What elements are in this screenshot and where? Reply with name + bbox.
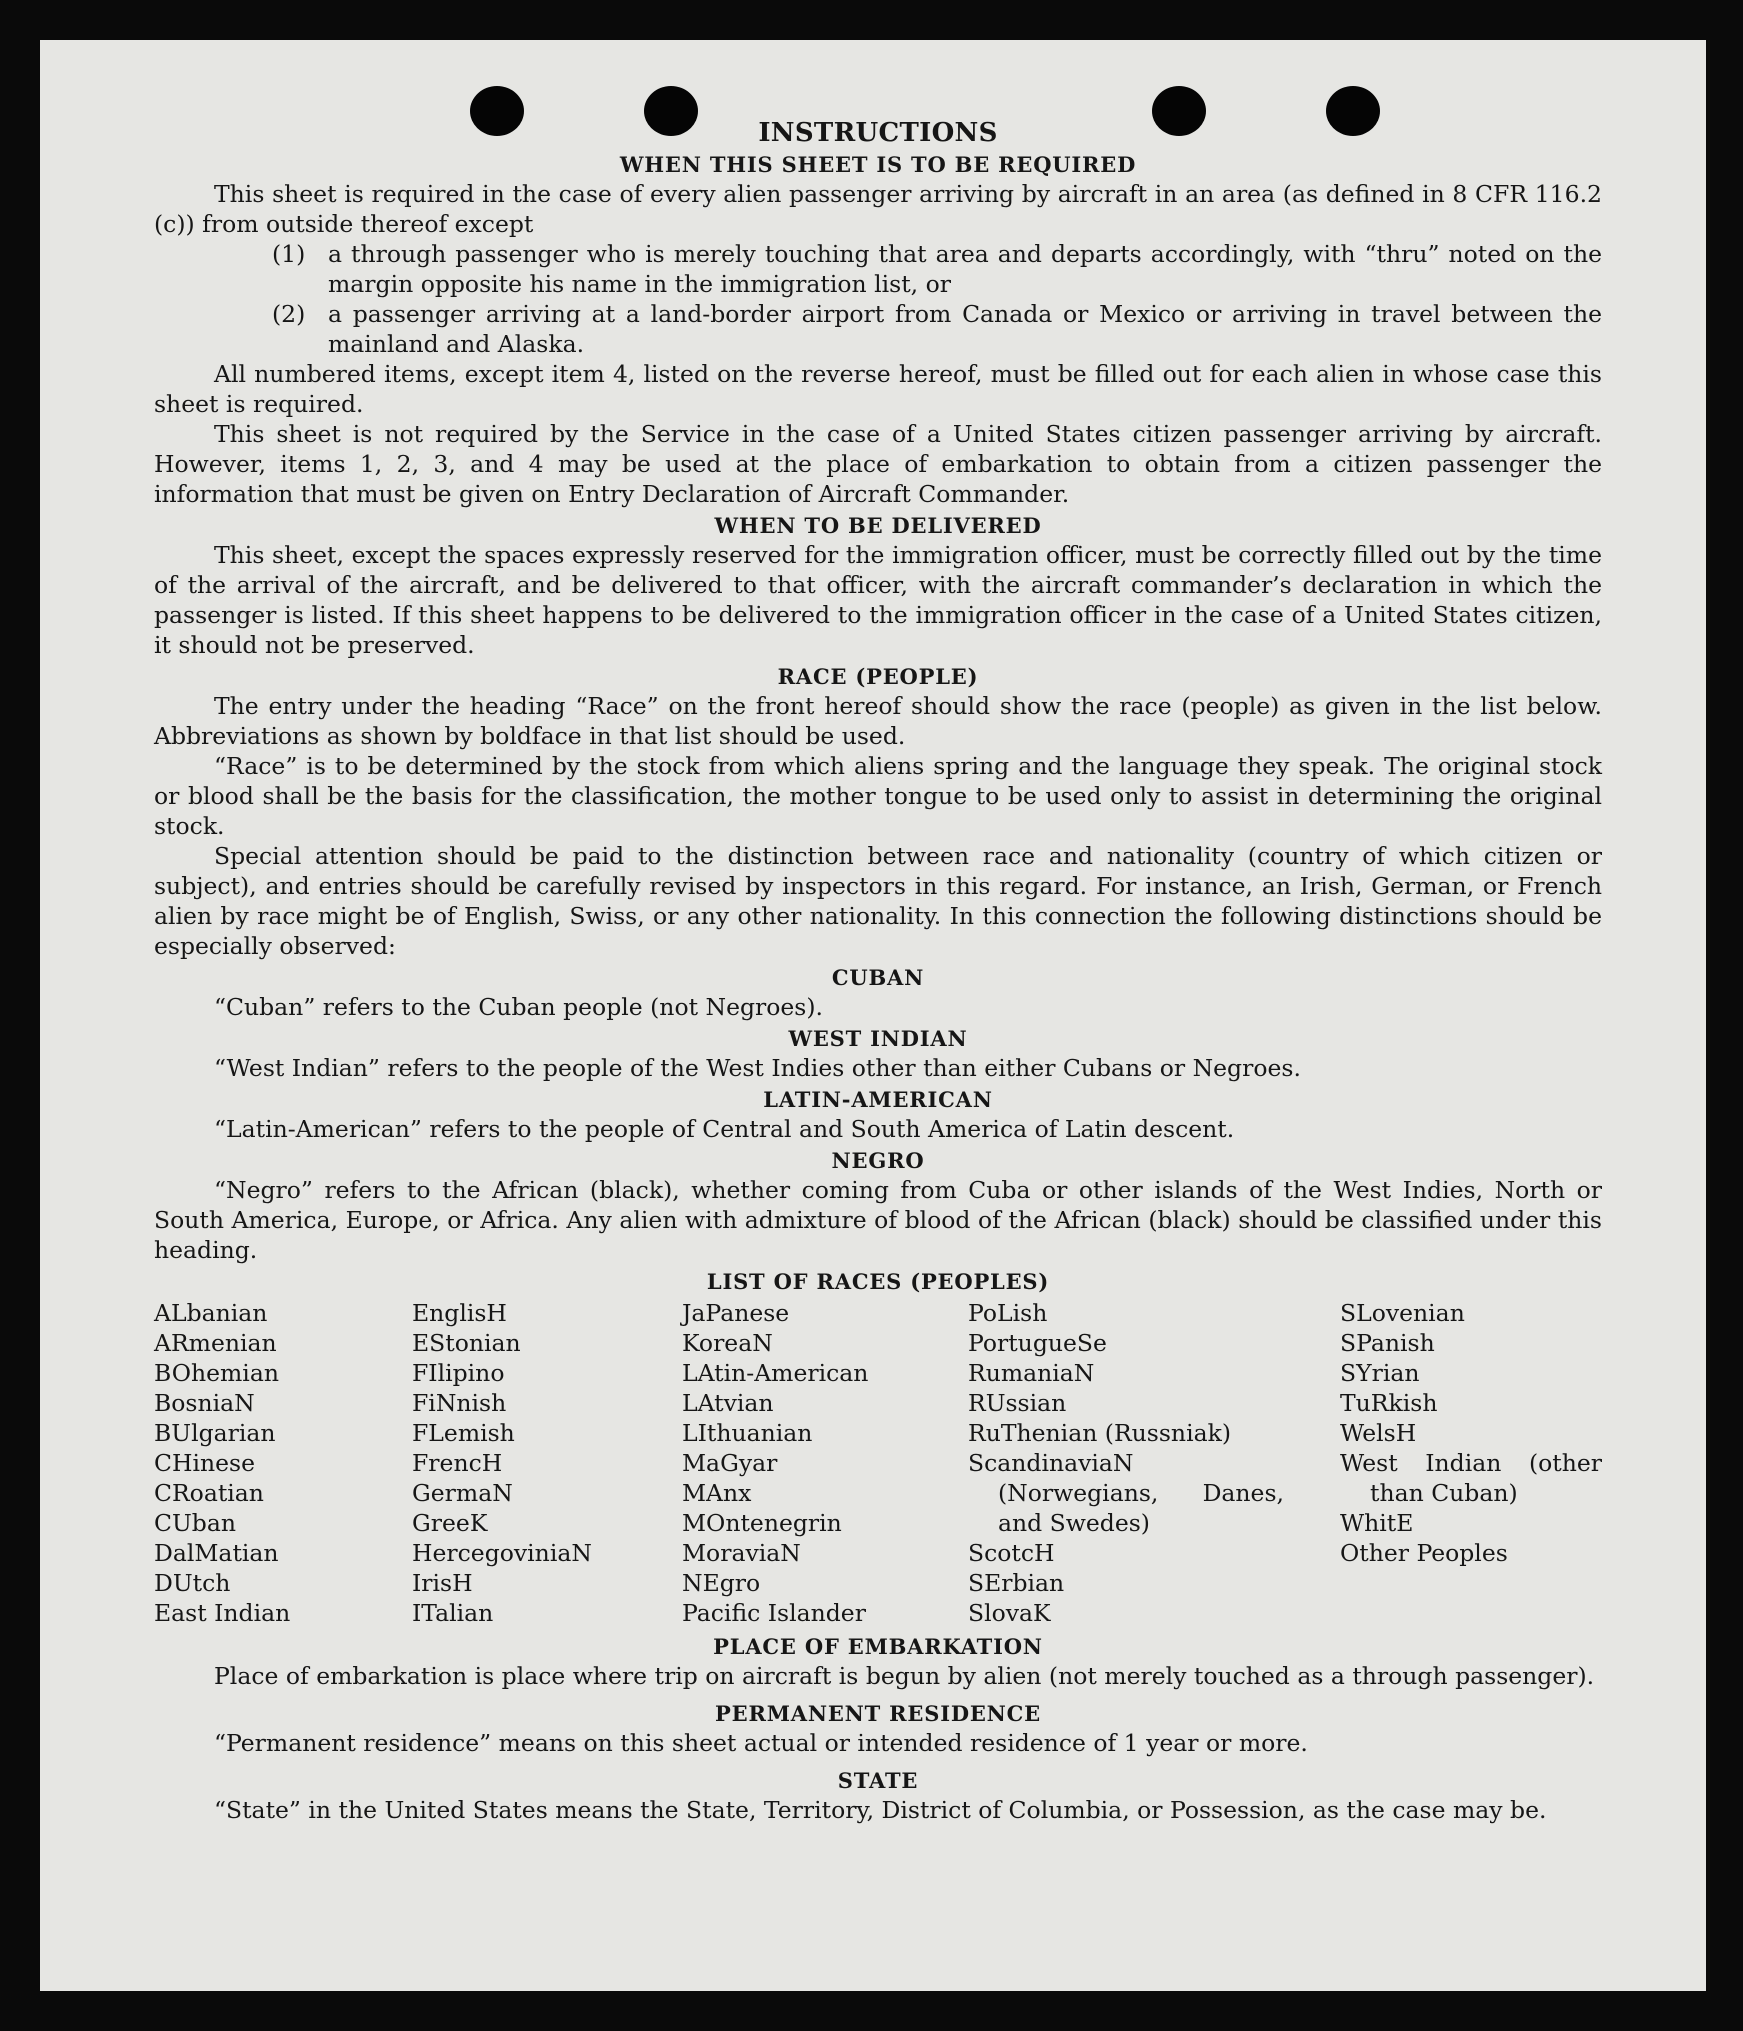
race-entry: SYrian (1340, 1359, 1420, 1387)
races-column (412, 1298, 682, 1628)
race-entry: ScotcH (968, 1539, 1055, 1567)
section-heading: PERMANENT RESIDENCE (715, 1701, 1041, 1726)
paragraph: “Latin-American” refers to the people of Central and South America of Latin descent. (214, 1115, 1235, 1143)
paragraph: Place of embarkation is place where trip on aircraft is begun by alien (not merely touched as a through passenger). (214, 1662, 1595, 1690)
paragraph: “West Indian” refers to the people of the West Indies other than either Cubans or Negroes. (214, 1054, 1301, 1082)
paragraph: This sheet is not required by the Service in the case of a United States citizen passenger arriving by aircraft. However, items 1, 2, 3, and 4 may be used at the place of embarkation to obtain from a citizen passenger the information that must be given on Entry Declaration of Aircraft Commander. (154, 420, 1602, 508)
section-heading: LATIN-AMERICAN (763, 1087, 993, 1112)
race-entry: SLovenian (1340, 1299, 1465, 1327)
race-entry: Other Peoples (1340, 1539, 1508, 1567)
section-heading: PLACE OF EMBARKATION (713, 1634, 1043, 1659)
races-list (154, 1298, 1602, 1628)
exception-number: (2) (272, 300, 306, 328)
race-entry: MAnx (682, 1479, 752, 1507)
race-entry: GermaN (412, 1479, 513, 1507)
paragraph: “Race” is to be determined by the stock from which aliens spring and the language they speak. The original stock or blood shall be the basis for the classification, the mother tongue to be used only to assist in determining the original stock. (154, 752, 1602, 840)
section-heading: WHEN TO BE DELIVERED (714, 513, 1042, 538)
paragraph: Special attention should be paid to the distinction between race and nationality (country of which citizen or subject), and entries should be carefully revised by inspectors in this regard. For instance, an Irish, German, or French alien by race might be of English, Swiss, or any other nationality. In this connection the following distinctions should be especially observed: (154, 842, 1602, 960)
paragraph: The entry under the heading “Race” on the front hereof should show the race (people) as given in the list below. Abbreviations as shown by boldface in that list should be used. (154, 692, 1602, 750)
race-entry: FIlipino (412, 1359, 505, 1387)
race-entry: EStonian (412, 1329, 521, 1357)
race-entry: HercegoviniaN (412, 1539, 592, 1567)
races-column (154, 1298, 412, 1628)
race-entry: BUlgarian (154, 1419, 276, 1447)
race-entry: RuThenian (Russniak) (968, 1419, 1231, 1447)
section-heading: RACE (PEOPLE) (777, 664, 979, 689)
race-entry: RUssian (968, 1389, 1067, 1417)
race-entry: East Indian (154, 1599, 291, 1627)
exception-item (272, 239, 1602, 299)
race-entry: SPanish (1340, 1329, 1435, 1357)
race-entry: RumaniaN (968, 1359, 1095, 1387)
race-entry: TuRkish (1340, 1389, 1438, 1417)
section-heading: WHEN THIS SHEET IS TO BE REQUIRED (619, 152, 1137, 177)
race-entry: Pacific Islander (682, 1599, 866, 1627)
race-entry: FLemish (412, 1419, 515, 1447)
section-heading: WEST INDIAN (788, 1026, 968, 1051)
paragraph: “Negro” refers to the African (black), whether coming from Cuba or other islands of the West Indies, North or South America, Europe, or Africa. Any alien with admixture of blood of the African (black) should be classified under this heading. (154, 1176, 1602, 1264)
section-heading: NEGRO (831, 1148, 925, 1173)
race-entry: CHinese (154, 1449, 255, 1477)
race-entry: CRoatian (154, 1479, 264, 1507)
paragraph: All numbered items, except item 4, listed on the reverse hereof, must be filled out for each alien in whose case this sheet is required. (154, 360, 1602, 418)
race-entry: LAtvian (682, 1389, 774, 1417)
section-heading: LIST OF RACES (PEOPLES) (706, 1269, 1050, 1294)
paragraph: This sheet is required in the case of every alien passenger arriving by aircraft in an area (as defined in 8 CFR 116.2 (c)) from outside thereof except (154, 180, 1602, 238)
paragraph: “Cuban” refers to the Cuban people (not Negroes). (214, 993, 824, 1021)
race-entry: DalMatian (154, 1539, 279, 1567)
race-entry: FiNnish (412, 1389, 507, 1417)
race-entry: NEgro (682, 1569, 761, 1597)
race-entry: DUtch (154, 1569, 231, 1597)
exception-text: a passenger arriving at a land-border airport from Canada or Mexico or arriving in travel between the mainland and Alaska. (328, 300, 1602, 358)
race-entry: MoraviaN (682, 1539, 801, 1567)
spacer (154, 1691, 1602, 1697)
race-entry: WhitE (1340, 1509, 1414, 1537)
paragraph: This sheet, except the spaces expressly reserved for the immigration officer, must be correctly filled out by the time of the arrival of the aircraft, and be delivered to that officer, with the aircraft commander’s declaration in which the passenger is listed. If this sheet happens to be delivered to the immigration officer in the case of a United States citizen, it should not be preserved. (154, 541, 1602, 659)
race-entry: EnglisH (412, 1299, 507, 1327)
race-entry: WelsH (1340, 1419, 1417, 1447)
race-entry: ARmenian (154, 1329, 277, 1357)
race-entry: West Indian (other than Cuban) (1340, 1449, 1602, 1507)
race-entry: SlovaK (968, 1599, 1051, 1627)
race-entry: KoreaN (682, 1329, 773, 1357)
race-entry: ITalian (412, 1599, 494, 1627)
race-entry: BosniaN (154, 1389, 255, 1417)
section-heading: STATE (837, 1768, 919, 1793)
race-entry: MaGyar (682, 1449, 778, 1477)
race-entry: CUban (154, 1509, 236, 1537)
exception-number: (1) (272, 240, 306, 268)
document-page (40, 40, 1706, 1991)
race-entry: FrencH (412, 1449, 503, 1477)
paragraph: “Permanent residence” means on this sheet actual or intended residence of 1 year or more. (214, 1729, 1308, 1757)
race-entry: ALbanian (154, 1299, 268, 1327)
race-entry: LIthuanian (682, 1419, 813, 1447)
races-column (682, 1298, 968, 1628)
exception-item (272, 299, 1602, 359)
instructions-body (154, 118, 1602, 1825)
races-column (1340, 1298, 1602, 1628)
race-entry: PoLish (968, 1299, 1048, 1327)
race-entry: BOhemian (154, 1359, 279, 1387)
race-entry: IrisH (412, 1569, 473, 1597)
races-column (968, 1298, 1284, 1628)
page-title: INSTRUCTIONS (758, 118, 998, 148)
race-entry: JaPanese (682, 1299, 790, 1327)
exception-text: a through passenger who is merely touching that area and departs accordingly, with “thru” noted on the margin opposite his name in the immigration list, or (328, 240, 1602, 298)
race-entry: GreeK (412, 1509, 488, 1537)
race-entry: PortugueSe (968, 1329, 1107, 1357)
section-heading: CUBAN (831, 965, 925, 990)
spacer (154, 1758, 1602, 1764)
race-entry: LAtin-American (682, 1359, 869, 1387)
race-entry: MOntenegrin (682, 1509, 842, 1537)
paragraph: “State” in the United States means the State, Territory, District of Columbia, or Possession, as the case may be. (214, 1796, 1547, 1824)
race-entry: SErbian (968, 1569, 1065, 1597)
race-entry: ScandinaviaN (Norwegians, Danes, and Swedes) (968, 1449, 1284, 1537)
